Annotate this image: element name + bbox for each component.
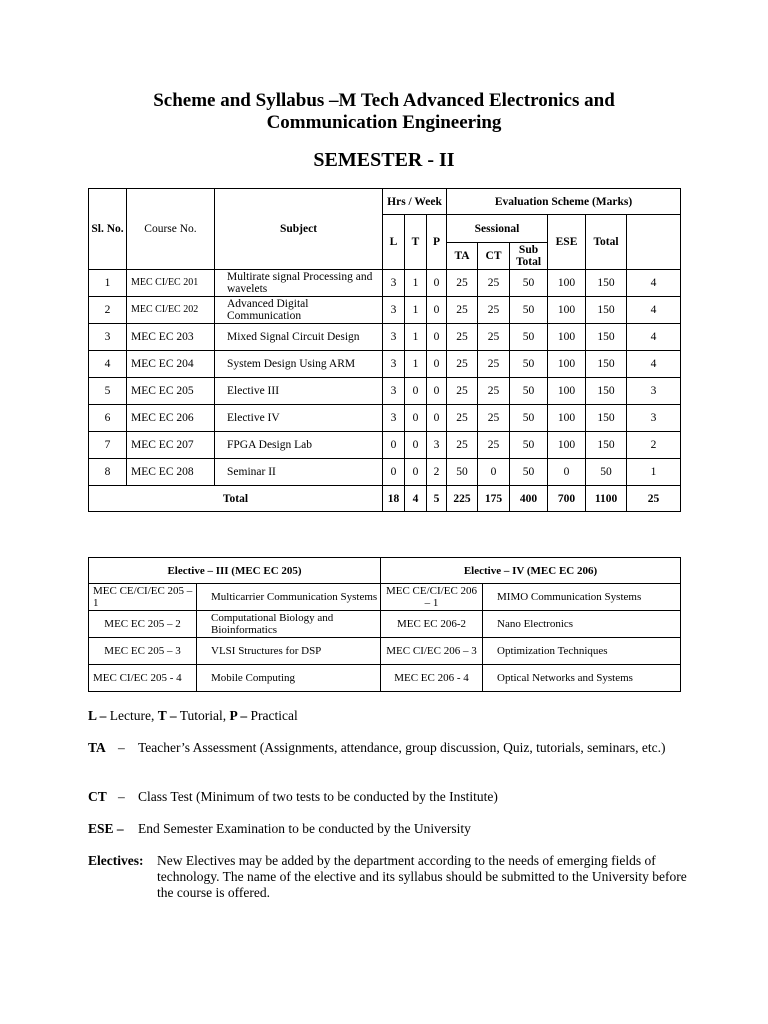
elective-table <box>88 557 681 692</box>
scheme-row <box>89 351 681 378</box>
header-ta: TA <box>447 243 478 270</box>
cell-ct: 25 <box>478 378 510 405</box>
scheme-row <box>89 405 681 432</box>
cell-subject: Advanced Digital Communication <box>215 297 383 324</box>
total-credits: 25 <box>627 486 681 512</box>
cell-sl-no: 3 <box>89 324 127 351</box>
cell-ct: 25 <box>478 270 510 297</box>
cell-credits: 1 <box>627 459 681 486</box>
elective-iv-header: Elective – IV (MEC EC 206) <box>381 558 681 584</box>
cell-total: 150 <box>586 324 627 351</box>
cell-course-no: MEC EC 204 <box>127 351 215 378</box>
total-label: Total <box>89 486 383 512</box>
cell-sl-no: 4 <box>89 351 127 378</box>
cell-course-no: MEC EC 206 <box>127 405 215 432</box>
cell-sub: 50 <box>510 432 548 459</box>
cell-credits: 4 <box>627 324 681 351</box>
elective-iii-name: Multicarrier Communication Systems <box>197 584 381 611</box>
legend-ltp: L – Lecture, T – Tutorial, P – Practical <box>88 708 298 723</box>
total-sub: 400 <box>510 486 548 512</box>
cell-ct: 25 <box>478 297 510 324</box>
cell-subject: Elective III <box>215 378 383 405</box>
cell-ese: 100 <box>548 405 586 432</box>
elective-iii-name: Mobile Computing <box>197 665 381 692</box>
total-l: 18 <box>383 486 405 512</box>
elective-iv-name: MIMO Communication Systems <box>483 584 681 611</box>
elective-row <box>89 638 681 665</box>
cell-course-no: MEC EC 205 <box>127 378 215 405</box>
elective-iv-name: Optimization Techniques <box>483 638 681 665</box>
document-title-line-1: Scheme and Syllabus –M Tech Advanced Electronics and <box>153 90 615 111</box>
header-subject: Subject <box>215 189 383 270</box>
cell-sl-no: 7 <box>89 432 127 459</box>
cell-l: 0 <box>383 459 405 486</box>
cell-total: 150 <box>586 351 627 378</box>
cell-ese: 100 <box>548 270 586 297</box>
cell-credits: 3 <box>627 378 681 405</box>
cell-l: 3 <box>383 378 405 405</box>
elective-iv-code: MEC EC 206-2 <box>381 611 483 638</box>
cell-ta: 25 <box>447 297 478 324</box>
cell-total: 150 <box>586 378 627 405</box>
scheme-row <box>89 459 681 486</box>
cell-ese: 100 <box>548 324 586 351</box>
cell-ese: 100 <box>548 351 586 378</box>
header-total: Total <box>586 215 627 270</box>
header-sub-total: Sub Total <box>510 243 548 270</box>
legend-electives: Electives: New Electives may be added by the department according to the needs of emerging fields of technology. The name of the elective and its syllabus should be submitted to the University before the course is offered. <box>88 853 687 900</box>
scheme-row <box>89 270 681 297</box>
cell-t: 1 <box>405 351 427 378</box>
scheme-row <box>89 297 681 324</box>
cell-sub: 50 <box>510 297 548 324</box>
cell-p: 0 <box>427 270 447 297</box>
cell-subject: Mixed Signal Circuit Design <box>215 324 383 351</box>
header-sessional: Sessional <box>447 215 548 243</box>
cell-ta: 25 <box>447 432 478 459</box>
elective-iv-code: MEC CE/CI/EC 206 – 1 <box>381 584 483 611</box>
cell-sl-no: 5 <box>89 378 127 405</box>
cell-sub: 50 <box>510 324 548 351</box>
cell-p: 3 <box>427 432 447 459</box>
elective-iv-code: MEC EC 206 - 4 <box>381 665 483 692</box>
cell-ese: 100 <box>548 297 586 324</box>
cell-t: 0 <box>405 459 427 486</box>
header-hrs-week: Hrs / Week <box>383 189 447 215</box>
cell-credits: 4 <box>627 297 681 324</box>
cell-ct: 25 <box>478 432 510 459</box>
scheme-row <box>89 432 681 459</box>
cell-p: 0 <box>427 297 447 324</box>
legend-ese: ESE – End Semester Examination to be conducted by the University <box>88 821 471 836</box>
cell-sub: 50 <box>510 378 548 405</box>
cell-t: 0 <box>405 405 427 432</box>
cell-course-no: MEC EC 208 <box>127 459 215 486</box>
cell-course-no: MEC EC 207 <box>127 432 215 459</box>
cell-sub: 50 <box>510 270 548 297</box>
cell-t: 0 <box>405 378 427 405</box>
cell-p: 0 <box>427 405 447 432</box>
cell-credits: 2 <box>627 432 681 459</box>
cell-credits: 3 <box>627 405 681 432</box>
header-course-no: Course No. <box>127 189 215 270</box>
elective-row <box>89 584 681 611</box>
cell-ta: 25 <box>447 378 478 405</box>
cell-credits: 4 <box>627 351 681 378</box>
header-sl-no: Sl. No. <box>89 189 127 270</box>
elective-iii-code: MEC EC 205 – 2 <box>89 611 197 638</box>
elective-iv-code: MEC CI/EC 206 – 3 <box>381 638 483 665</box>
document-title-line-2: Communication Engineering <box>266 112 502 133</box>
header-ese: ESE <box>548 215 586 270</box>
cell-total: 150 <box>586 405 627 432</box>
cell-sl-no: 1 <box>89 270 127 297</box>
cell-total: 150 <box>586 297 627 324</box>
scheme-row <box>89 324 681 351</box>
cell-ta: 25 <box>447 405 478 432</box>
cell-ese: 100 <box>548 432 586 459</box>
header-t: T <box>405 215 427 270</box>
cell-p: 0 <box>427 378 447 405</box>
cell-sl-no: 2 <box>89 297 127 324</box>
header-l: L <box>383 215 405 270</box>
elective-iii-name: VLSI Structures for DSP <box>197 638 381 665</box>
scheme-total-row <box>89 486 681 512</box>
total-ct: 175 <box>478 486 510 512</box>
cell-credits: 4 <box>627 270 681 297</box>
cell-p: 0 <box>427 324 447 351</box>
scheme-table <box>88 188 681 512</box>
cell-ta: 25 <box>447 324 478 351</box>
cell-subject: Multirate signal Processing and wavelets <box>215 270 383 297</box>
cell-ct: 25 <box>478 351 510 378</box>
cell-subject: Seminar II <box>215 459 383 486</box>
total-total: 1100 <box>586 486 627 512</box>
header-ct: CT <box>478 243 510 270</box>
legend-ta: TA – Teacher’s Assessment (Assignments, attendance, group discussion, Quiz, tutorials, seminars, etc.) <box>88 740 666 755</box>
cell-ct: 25 <box>478 324 510 351</box>
header-evaluation-scheme: Evaluation Scheme (Marks) <box>447 189 681 215</box>
cell-ta: 25 <box>447 351 478 378</box>
total-ta: 225 <box>447 486 478 512</box>
cell-l: 3 <box>383 351 405 378</box>
elective-iv-name: Optical Networks and Systems <box>483 665 681 692</box>
cell-subject: FPGA Design Lab <box>215 432 383 459</box>
cell-l: 0 <box>383 432 405 459</box>
cell-ta: 25 <box>447 270 478 297</box>
cell-p: 2 <box>427 459 447 486</box>
cell-course-no: MEC CI/EC 201 <box>127 270 215 297</box>
cell-t: 1 <box>405 297 427 324</box>
elective-iii-name: Computational Biology and Bioinformatics <box>197 611 381 638</box>
elective-iii-code: MEC CI/EC 205 - 4 <box>89 665 197 692</box>
cell-course-no: MEC EC 203 <box>127 324 215 351</box>
cell-sub: 50 <box>510 351 548 378</box>
cell-l: 3 <box>383 297 405 324</box>
elective-iii-code: MEC EC 205 – 3 <box>89 638 197 665</box>
elective-row <box>89 665 681 692</box>
cell-ct: 25 <box>478 405 510 432</box>
cell-l: 3 <box>383 405 405 432</box>
cell-sl-no: 8 <box>89 459 127 486</box>
semester-heading: SEMESTER - II <box>313 149 455 171</box>
cell-subject: System Design Using ARM <box>215 351 383 378</box>
elective-row <box>89 611 681 638</box>
elective-iii-code: MEC CE/CI/EC 205 – 1 <box>89 584 197 611</box>
cell-ta: 50 <box>447 459 478 486</box>
cell-course-no: MEC CI/EC 202 <box>127 297 215 324</box>
cell-l: 3 <box>383 270 405 297</box>
cell-t: 1 <box>405 270 427 297</box>
cell-total: 50 <box>586 459 627 486</box>
cell-total: 150 <box>586 270 627 297</box>
cell-sub: 50 <box>510 405 548 432</box>
cell-t: 0 <box>405 432 427 459</box>
header-p: P <box>427 215 447 270</box>
total-p: 5 <box>427 486 447 512</box>
cell-l: 3 <box>383 324 405 351</box>
cell-ese: 100 <box>548 378 586 405</box>
elective-iv-name: Nano Electronics <box>483 611 681 638</box>
cell-total: 150 <box>586 432 627 459</box>
elective-iii-header: Elective – III (MEC EC 205) <box>89 558 381 584</box>
scheme-row <box>89 378 681 405</box>
total-ese: 700 <box>548 486 586 512</box>
legend-ct: CT – Class Test (Minimum of two tests to be conducted by the Institute) <box>88 789 498 804</box>
cell-ese: 0 <box>548 459 586 486</box>
cell-sub: 50 <box>510 459 548 486</box>
cell-sl-no: 6 <box>89 405 127 432</box>
total-t: 4 <box>405 486 427 512</box>
cell-t: 1 <box>405 324 427 351</box>
cell-p: 0 <box>427 351 447 378</box>
cell-subject: Elective IV <box>215 405 383 432</box>
cell-ct: 0 <box>478 459 510 486</box>
